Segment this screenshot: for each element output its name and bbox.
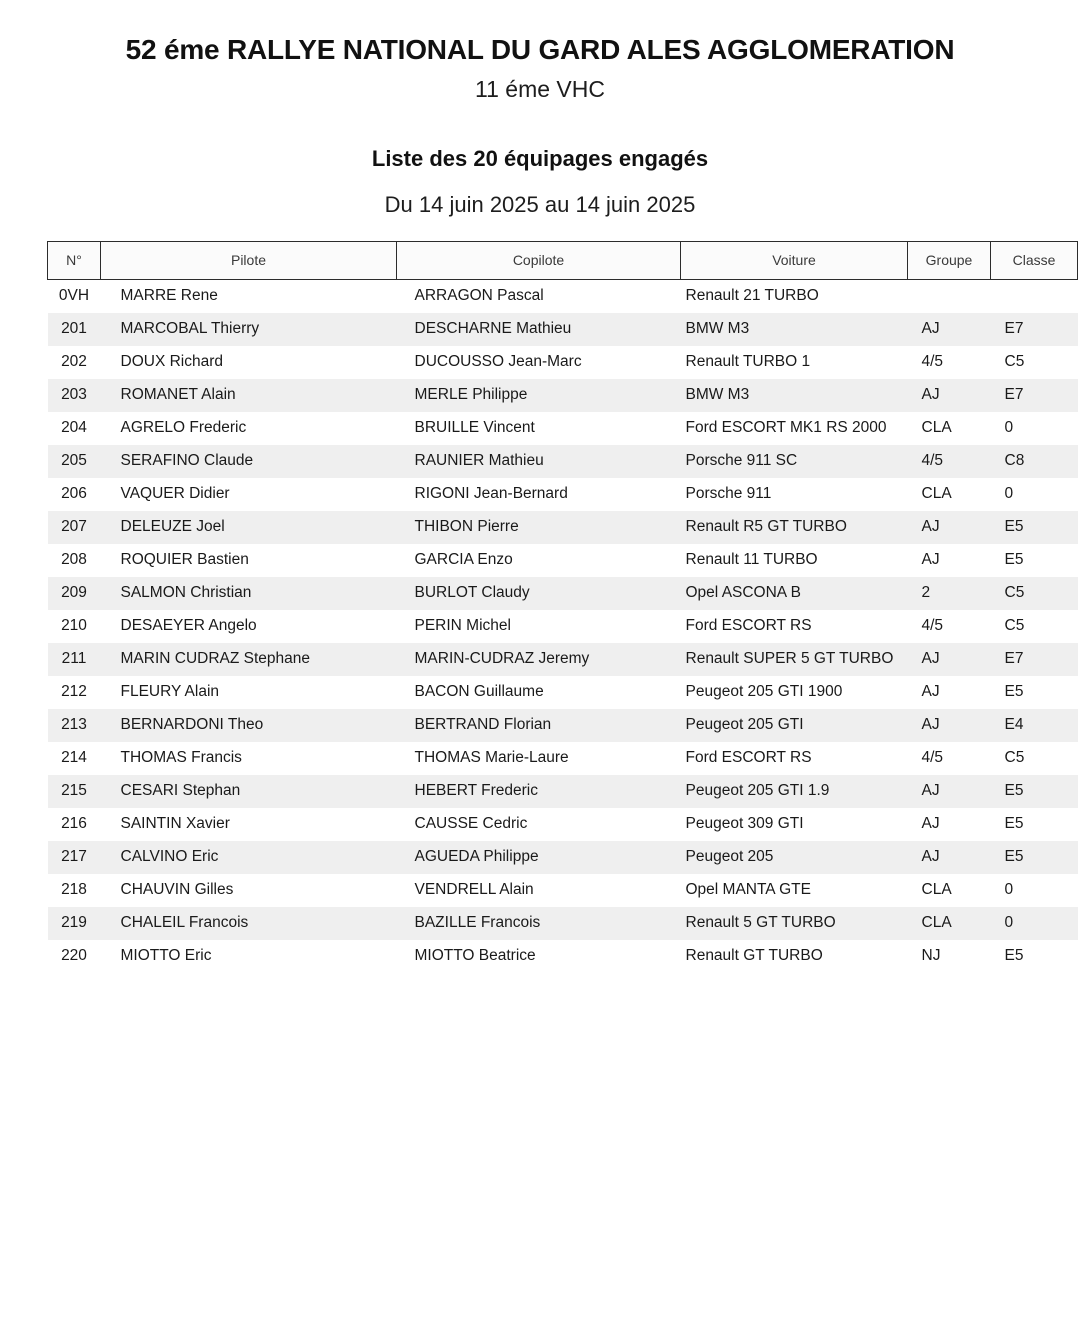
cell-groupe: CLA: [908, 412, 991, 445]
cell-voiture: Porsche 911 SC: [681, 445, 908, 478]
cell-copilote: RAUNIER Mathieu: [397, 445, 681, 478]
table-row: [48, 544, 1078, 577]
cell-groupe: NJ: [908, 940, 991, 973]
cell-groupe: AJ: [908, 643, 991, 676]
cell-copilote: BURLOT Claudy: [397, 577, 681, 610]
cell-voiture: Peugeot 205 GTI: [681, 709, 908, 742]
cell-number: 201: [48, 313, 101, 346]
cell-groupe: AJ: [908, 379, 991, 412]
cell-copilote: THIBON Pierre: [397, 511, 681, 544]
cell-copilote: BAZILLE Francois: [397, 907, 681, 940]
cell-pilote: DESAEYER Angelo: [101, 610, 397, 643]
cell-classe: E7: [991, 643, 1078, 676]
cell-groupe: AJ: [908, 808, 991, 841]
cell-voiture: Opel ASCONA B: [681, 577, 908, 610]
cell-classe: C5: [991, 610, 1078, 643]
page-title: 52 éme RALLYE NATIONAL DU GARD ALES AGGLOMERATION: [125, 34, 955, 65]
column-header-groupe: Groupe: [908, 241, 991, 279]
table-row: [48, 775, 1078, 808]
cell-classe: 0: [991, 412, 1078, 445]
column-header-voiture: Voiture: [681, 241, 908, 279]
table-row: [48, 445, 1078, 478]
cell-copilote: HEBERT Frederic: [397, 775, 681, 808]
cell-classe: E5: [991, 775, 1078, 808]
cell-number: 211: [48, 643, 101, 676]
cell-pilote: FLEURY Alain: [101, 676, 397, 709]
cell-number: 212: [48, 676, 101, 709]
cell-number: 0VH: [48, 279, 101, 313]
cell-classe: E5: [991, 940, 1078, 973]
cell-number: 209: [48, 577, 101, 610]
cell-groupe: 4/5: [908, 742, 991, 775]
cell-classe: E5: [991, 841, 1078, 874]
cell-number: 203: [48, 379, 101, 412]
cell-pilote: MARIN CUDRAZ Stephane: [101, 643, 397, 676]
cell-voiture: Renault 21 TURBO: [681, 279, 908, 313]
cell-voiture: Peugeot 205 GTI 1900: [681, 676, 908, 709]
column-header-pilote: Pilote: [101, 241, 397, 279]
entrants-table: [47, 241, 1078, 973]
cell-number: 206: [48, 478, 101, 511]
cell-number: 215: [48, 775, 101, 808]
cell-groupe: AJ: [908, 841, 991, 874]
cell-classe: 0: [991, 874, 1078, 907]
cell-number: 216: [48, 808, 101, 841]
cell-groupe: 4/5: [908, 610, 991, 643]
cell-voiture: Renault 11 TURBO: [681, 544, 908, 577]
cell-classe: E7: [991, 379, 1078, 412]
cell-pilote: SERAFINO Claude: [101, 445, 397, 478]
table-row: [48, 874, 1078, 907]
cell-number: 205: [48, 445, 101, 478]
cell-voiture: Ford ESCORT RS: [681, 610, 908, 643]
cell-pilote: SALMON Christian: [101, 577, 397, 610]
cell-copilote: AGUEDA Philippe: [397, 841, 681, 874]
cell-pilote: AGRELO Frederic: [101, 412, 397, 445]
cell-voiture: Porsche 911: [681, 478, 908, 511]
cell-copilote: BERTRAND Florian: [397, 709, 681, 742]
cell-groupe: 4/5: [908, 445, 991, 478]
cell-voiture: BMW M3: [681, 379, 908, 412]
cell-pilote: MARRE Rene: [101, 279, 397, 313]
cell-pilote: SAINTIN Xavier: [101, 808, 397, 841]
table-row: [48, 610, 1078, 643]
table-row: [48, 940, 1078, 973]
cell-number: 217: [48, 841, 101, 874]
cell-pilote: CHALEIL Francois: [101, 907, 397, 940]
cell-copilote: BACON Guillaume: [397, 676, 681, 709]
table-row: [48, 313, 1078, 346]
table-row: [48, 379, 1078, 412]
table-row: [48, 346, 1078, 379]
cell-voiture: Renault 5 GT TURBO: [681, 907, 908, 940]
table-row: [48, 478, 1078, 511]
cell-number: 213: [48, 709, 101, 742]
table-header: [48, 241, 1078, 279]
cell-classe: E4: [991, 709, 1078, 742]
cell-groupe: AJ: [908, 511, 991, 544]
cell-classe: [991, 279, 1078, 313]
table-row: [48, 841, 1078, 874]
cell-classe: 0: [991, 478, 1078, 511]
table-body: [48, 279, 1078, 973]
cell-classe: E5: [991, 676, 1078, 709]
cell-number: 207: [48, 511, 101, 544]
cell-pilote: ROQUIER Bastien: [101, 544, 397, 577]
cell-copilote: PERIN Michel: [397, 610, 681, 643]
table-header-row: [48, 241, 1078, 279]
cell-groupe: AJ: [908, 709, 991, 742]
cell-classe: C5: [991, 346, 1078, 379]
cell-number: 218: [48, 874, 101, 907]
cell-number: 210: [48, 610, 101, 643]
cell-pilote: DELEUZE Joel: [101, 511, 397, 544]
cell-groupe: CLA: [908, 874, 991, 907]
cell-classe: C8: [991, 445, 1078, 478]
table-row: [48, 511, 1078, 544]
cell-voiture: Opel MANTA GTE: [681, 874, 908, 907]
cell-pilote: CESARI Stephan: [101, 775, 397, 808]
cell-pilote: MIOTTO Eric: [101, 940, 397, 973]
list-title: Liste des 20 équipages engagés: [371, 145, 709, 171]
cell-voiture: Ford ESCORT RS: [681, 742, 908, 775]
cell-pilote: CALVINO Eric: [101, 841, 397, 874]
column-header-classe: Classe: [991, 241, 1078, 279]
cell-copilote: MERLE Philippe: [397, 379, 681, 412]
cell-voiture: Renault R5 GT TURBO: [681, 511, 908, 544]
cell-number: 204: [48, 412, 101, 445]
cell-classe: C5: [991, 742, 1078, 775]
cell-pilote: THOMAS Francis: [101, 742, 397, 775]
cell-voiture: Peugeot 205: [681, 841, 908, 874]
entrants-table-container: [0, 219, 1080, 973]
cell-voiture: Peugeot 205 GTI 1.9: [681, 775, 908, 808]
cell-pilote: CHAUVIN Gilles: [101, 874, 397, 907]
column-header-num: N°: [48, 241, 101, 279]
cell-classe: E5: [991, 808, 1078, 841]
cell-copilote: ARRAGON Pascal: [397, 279, 681, 313]
cell-voiture: Ford ESCORT MK1 RS 2000: [681, 412, 908, 445]
cell-copilote: GARCIA Enzo: [397, 544, 681, 577]
table-row: [48, 808, 1078, 841]
cell-groupe: 4/5: [908, 346, 991, 379]
cell-groupe: AJ: [908, 775, 991, 808]
cell-pilote: MARCOBAL Thierry: [101, 313, 397, 346]
cell-copilote: VENDRELL Alain: [397, 874, 681, 907]
cell-copilote: THOMAS Marie-Laure: [397, 742, 681, 775]
cell-number: 208: [48, 544, 101, 577]
cell-pilote: DOUX Richard: [101, 346, 397, 379]
table-row: [48, 643, 1078, 676]
cell-copilote: CAUSSE Cedric: [397, 808, 681, 841]
cell-groupe: AJ: [908, 544, 991, 577]
cell-groupe: 2: [908, 577, 991, 610]
cell-copilote: BRUILLE Vincent: [397, 412, 681, 445]
table-row: [48, 577, 1078, 610]
cell-groupe: CLA: [908, 907, 991, 940]
table-row: [48, 279, 1078, 313]
table-row: [48, 709, 1078, 742]
cell-copilote: MIOTTO Beatrice: [397, 940, 681, 973]
cell-copilote: MARIN-CUDRAZ Jeremy: [397, 643, 681, 676]
cell-groupe: [908, 279, 991, 313]
cell-copilote: DESCHARNE Mathieu: [397, 313, 681, 346]
date-range: Du 14 juin 2025 au 14 juin 2025: [384, 192, 696, 218]
cell-classe: 0: [991, 907, 1078, 940]
cell-voiture: Renault SUPER 5 GT TURBO: [681, 643, 908, 676]
cell-classe: E5: [991, 511, 1078, 544]
cell-copilote: DUCOUSSO Jean-Marc: [397, 346, 681, 379]
cell-classe: E7: [991, 313, 1078, 346]
cell-number: 220: [48, 940, 101, 973]
cell-number: 219: [48, 907, 101, 940]
cell-groupe: CLA: [908, 478, 991, 511]
cell-number: 202: [48, 346, 101, 379]
cell-voiture: Peugeot 309 GTI: [681, 808, 908, 841]
page-subtitle: 11 éme VHC: [475, 76, 605, 103]
cell-number: 214: [48, 742, 101, 775]
table-row: [48, 742, 1078, 775]
cell-voiture: Renault GT TURBO: [681, 940, 908, 973]
cell-pilote: BERNARDONI Theo: [101, 709, 397, 742]
table-row: [48, 907, 1078, 940]
cell-groupe: AJ: [908, 313, 991, 346]
cell-pilote: VAQUER Didier: [101, 478, 397, 511]
cell-groupe: AJ: [908, 676, 991, 709]
cell-classe: C5: [991, 577, 1078, 610]
cell-copilote: RIGONI Jean-Bernard: [397, 478, 681, 511]
table-row: [48, 676, 1078, 709]
table-row: [48, 412, 1078, 445]
cell-pilote: ROMANET Alain: [101, 379, 397, 412]
cell-classe: E5: [991, 544, 1078, 577]
cell-voiture: BMW M3: [681, 313, 908, 346]
cell-voiture: Renault TURBO 1: [681, 346, 908, 379]
column-header-copilote: Copilote: [397, 241, 681, 279]
